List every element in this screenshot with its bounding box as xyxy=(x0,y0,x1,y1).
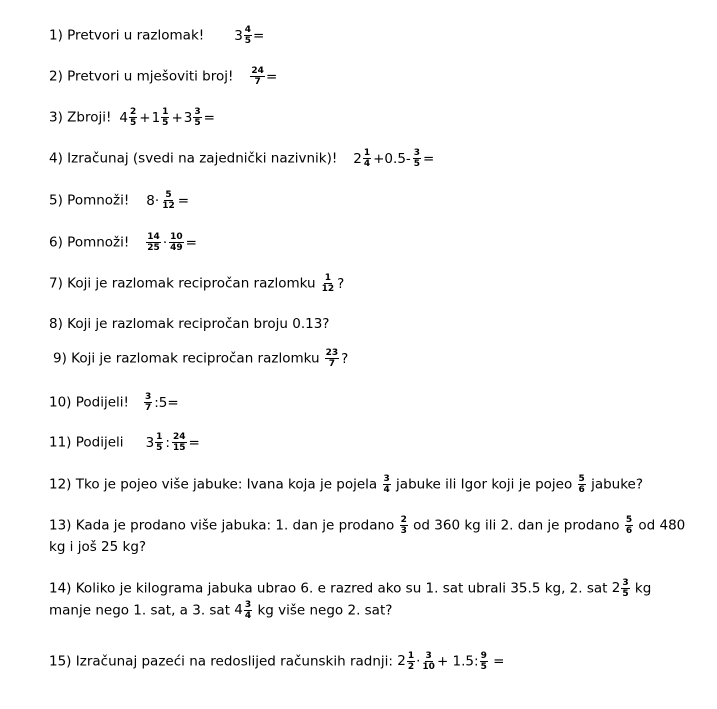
fraction-body xyxy=(578,474,586,495)
fraction xyxy=(145,232,162,253)
whole-part: 4 xyxy=(119,109,128,126)
fraction-body xyxy=(363,148,371,169)
fraction xyxy=(320,273,337,294)
problem-number: 7) xyxy=(49,275,68,292)
numerator: 23 xyxy=(325,348,339,358)
expression xyxy=(320,273,346,294)
denominator: 49 xyxy=(170,243,183,253)
problem-number: 1) xyxy=(49,27,68,44)
text-fragment: od 480 kg i još 25 kg? xyxy=(49,517,686,555)
numerator: 1 xyxy=(324,273,331,283)
text-fragment: Kada je prodano više jabuka: 1. dan je prodano xyxy=(75,517,399,534)
denominator: 12 xyxy=(321,284,335,294)
fraction-body xyxy=(146,232,161,253)
denominator: 5 xyxy=(480,662,487,672)
denominator: 4 xyxy=(383,485,390,495)
fraction-body xyxy=(193,107,201,128)
fraction xyxy=(143,392,153,413)
text-fragment: jabuke ili Igor koji je pojeo xyxy=(391,476,577,493)
fraction-body xyxy=(400,515,408,536)
whole-part: 2 xyxy=(353,150,362,167)
whole-part: 3 xyxy=(234,27,243,44)
denominator: 7 xyxy=(144,403,152,413)
problem-text: Zbroji! xyxy=(67,109,112,126)
denominator: 5 xyxy=(194,118,201,128)
problem-11 xyxy=(49,432,201,453)
mixed-number xyxy=(397,651,416,672)
problem-text: Koji je razlomak recipročan razlomku xyxy=(67,275,316,292)
denominator: 25 xyxy=(147,243,160,253)
numerator: 24 xyxy=(172,432,186,442)
problem-14 xyxy=(49,578,689,621)
fraction-body xyxy=(144,392,152,413)
problem-8 xyxy=(49,314,329,334)
numerator: 3 xyxy=(244,599,252,610)
denominator: 3 xyxy=(400,526,407,536)
operator: ? xyxy=(341,350,349,367)
problem-3 xyxy=(49,107,216,128)
problem-1 xyxy=(49,25,264,46)
operator: = xyxy=(253,27,265,44)
problem-number: 15) xyxy=(49,653,76,670)
denominator: 12 xyxy=(162,201,175,211)
problem-10 xyxy=(49,392,180,413)
denominator: 4 xyxy=(244,610,252,621)
mixed-number xyxy=(353,148,372,169)
fraction xyxy=(324,348,341,369)
operator: = xyxy=(177,192,190,209)
problem-text: Pretvori u mješoviti broj! xyxy=(67,68,234,85)
problem-number: 8) xyxy=(49,316,68,332)
fraction-body xyxy=(413,148,421,169)
numerator: 1 xyxy=(363,148,371,158)
mixed-number xyxy=(234,600,253,621)
numerator: 5 xyxy=(165,190,172,200)
operator: ? xyxy=(337,275,345,292)
numerator: 14 xyxy=(147,232,160,242)
numerator: 3 xyxy=(194,107,201,117)
problem-12 xyxy=(49,474,689,496)
fraction-body xyxy=(172,432,187,453)
expression xyxy=(234,25,264,46)
expression xyxy=(143,392,180,413)
fraction xyxy=(577,474,587,495)
problem-number: 4) xyxy=(49,150,68,167)
denominator: 6 xyxy=(578,485,585,495)
fraction-body xyxy=(161,107,169,128)
fraction xyxy=(168,232,185,253)
problem-number: 6) xyxy=(49,234,68,251)
fraction-body xyxy=(625,515,633,536)
fraction xyxy=(399,515,409,536)
fraction-body xyxy=(169,232,184,253)
operator: = xyxy=(188,434,200,451)
denominator: 5 xyxy=(413,159,421,169)
problem-number: 11) xyxy=(49,434,76,451)
numerator: 5 xyxy=(578,474,585,484)
operator: · xyxy=(162,234,168,251)
mixed-number xyxy=(184,107,203,128)
fraction xyxy=(412,148,422,169)
whole-part: 4 xyxy=(234,601,243,618)
numerator: 3 xyxy=(622,578,629,588)
fraction-body xyxy=(325,348,340,369)
expression xyxy=(145,190,190,211)
denominator: 15 xyxy=(172,443,186,453)
text-fragment: = xyxy=(488,653,505,670)
problem-2 xyxy=(49,66,277,87)
numerator: 3 xyxy=(425,651,432,661)
operator: +0.5- xyxy=(373,150,411,167)
fraction-body xyxy=(621,578,629,599)
fraction xyxy=(249,66,277,87)
fraction-body xyxy=(250,66,265,87)
expression xyxy=(353,148,435,169)
mixed-number xyxy=(119,107,138,128)
text-fragment: · xyxy=(416,653,421,670)
fraction xyxy=(624,515,634,536)
fraction-body xyxy=(244,600,252,621)
operator: + xyxy=(171,109,183,126)
mixed-number xyxy=(152,107,171,128)
text-fragment: + 1.5: xyxy=(436,653,479,670)
numerator: 5 xyxy=(625,515,633,525)
numerator: 3 xyxy=(413,148,421,158)
expression xyxy=(145,232,198,253)
text-fragment: Izračunaj pazeći na redoslijed računskih radnji: xyxy=(75,653,398,670)
numerator: 9 xyxy=(480,651,487,661)
denominator: 7 xyxy=(328,359,335,369)
numerator: 2 xyxy=(400,515,407,525)
problem-6 xyxy=(49,232,198,253)
operator: = xyxy=(423,150,435,167)
text-fragment: Koliko je kilograma jabuka ubrao 6. e razred ako su 1. sat ubrali 35.5 kg, 2. sat xyxy=(75,580,612,597)
operator: = xyxy=(203,109,215,126)
problem-text: Izračunaj (svedi na zajednički nazivnik)! xyxy=(67,150,338,167)
fraction-body xyxy=(407,651,415,672)
fraction-body xyxy=(480,651,488,672)
numerator: 1 xyxy=(156,432,163,442)
whole-part: 2 xyxy=(397,653,406,669)
problem-number: 5) xyxy=(49,192,68,209)
denominator: 7 xyxy=(254,77,261,87)
problem-number: 12) xyxy=(49,476,76,493)
problem-number: 3) xyxy=(49,109,68,126)
problem-text: Pretvori u razlomak! xyxy=(67,27,205,44)
problem-number: 2) xyxy=(49,68,68,85)
operator: : xyxy=(165,434,170,451)
fraction xyxy=(171,432,188,453)
operator: :5= xyxy=(154,394,179,411)
text-fragment: Tko je pojeo više jabuke: Ivana koja je pojela xyxy=(75,476,382,493)
fraction-body xyxy=(321,273,336,294)
operator: = xyxy=(185,234,197,251)
denominator: 5 xyxy=(130,118,137,128)
problem-5 xyxy=(49,190,190,211)
expression xyxy=(249,66,277,87)
expression xyxy=(119,107,216,128)
whole-part: 3 xyxy=(183,109,193,126)
fraction-body xyxy=(129,107,137,128)
fraction xyxy=(420,651,437,672)
whole-part: 1 xyxy=(151,109,161,126)
problem-15 xyxy=(49,651,689,673)
problem-text: Pomnoži! xyxy=(67,192,130,209)
problem-13 xyxy=(49,515,689,558)
numerator: 10 xyxy=(170,232,183,242)
denominator: 10 xyxy=(422,662,435,672)
text-fragment: od 360 kg ili 2. dan je prodano xyxy=(408,517,624,534)
problem-text: Pomnoži! xyxy=(67,234,130,251)
denominator: 6 xyxy=(625,526,633,536)
expression xyxy=(146,432,201,453)
problem-text: Koji je razlomak recipročan broju 0.13? xyxy=(67,316,330,332)
denominator: 5 xyxy=(156,443,163,453)
problem-text: Podijeli! xyxy=(75,394,129,411)
problem-text: Koji je razlomak recipročan razlomku xyxy=(71,350,320,367)
denominator: 4 xyxy=(363,159,371,169)
mixed-number xyxy=(146,432,165,453)
fraction-body xyxy=(244,25,252,46)
text-fragment: kg više nego 2. sat? xyxy=(253,602,393,618)
numerator: 2 xyxy=(130,107,137,117)
expression xyxy=(324,348,350,369)
fraction-body xyxy=(155,432,163,453)
fraction xyxy=(382,474,392,495)
denominator: 2 xyxy=(407,662,415,672)
problem-number: 9) xyxy=(53,350,72,367)
operator: + xyxy=(139,109,151,126)
denominator: 5 xyxy=(622,589,629,599)
fraction xyxy=(160,190,177,211)
problem-text: Podijeli xyxy=(75,434,124,451)
whole-part: 3 xyxy=(145,434,155,451)
mixed-number xyxy=(234,25,264,46)
numerator: 3 xyxy=(383,474,390,484)
numerator: 1 xyxy=(407,651,415,661)
numerator: 3 xyxy=(144,392,152,402)
numerator: 24 xyxy=(251,66,264,76)
problem-9 xyxy=(53,348,349,369)
whole-part: 2 xyxy=(611,580,621,596)
problem-number: 10) xyxy=(49,394,76,411)
operator: 8· xyxy=(146,192,160,209)
problem-number: 14) xyxy=(49,580,76,597)
numerator: 1 xyxy=(162,107,169,117)
fraction xyxy=(479,651,489,672)
denominator: 5 xyxy=(244,36,252,46)
problem-4 xyxy=(49,148,435,169)
fraction-body xyxy=(421,651,436,672)
problem-7 xyxy=(49,273,345,294)
operator: = xyxy=(265,68,278,85)
denominator: 5 xyxy=(162,118,169,128)
numerator: 4 xyxy=(244,25,252,35)
mixed-number xyxy=(612,578,631,599)
text-fragment: jabuke? xyxy=(586,476,644,493)
fraction-body xyxy=(383,474,391,495)
problem-number: 13) xyxy=(49,517,76,534)
fraction-body xyxy=(161,190,176,211)
text-fragment: kg manje nego 1. sat, a 3. sat xyxy=(49,580,652,618)
